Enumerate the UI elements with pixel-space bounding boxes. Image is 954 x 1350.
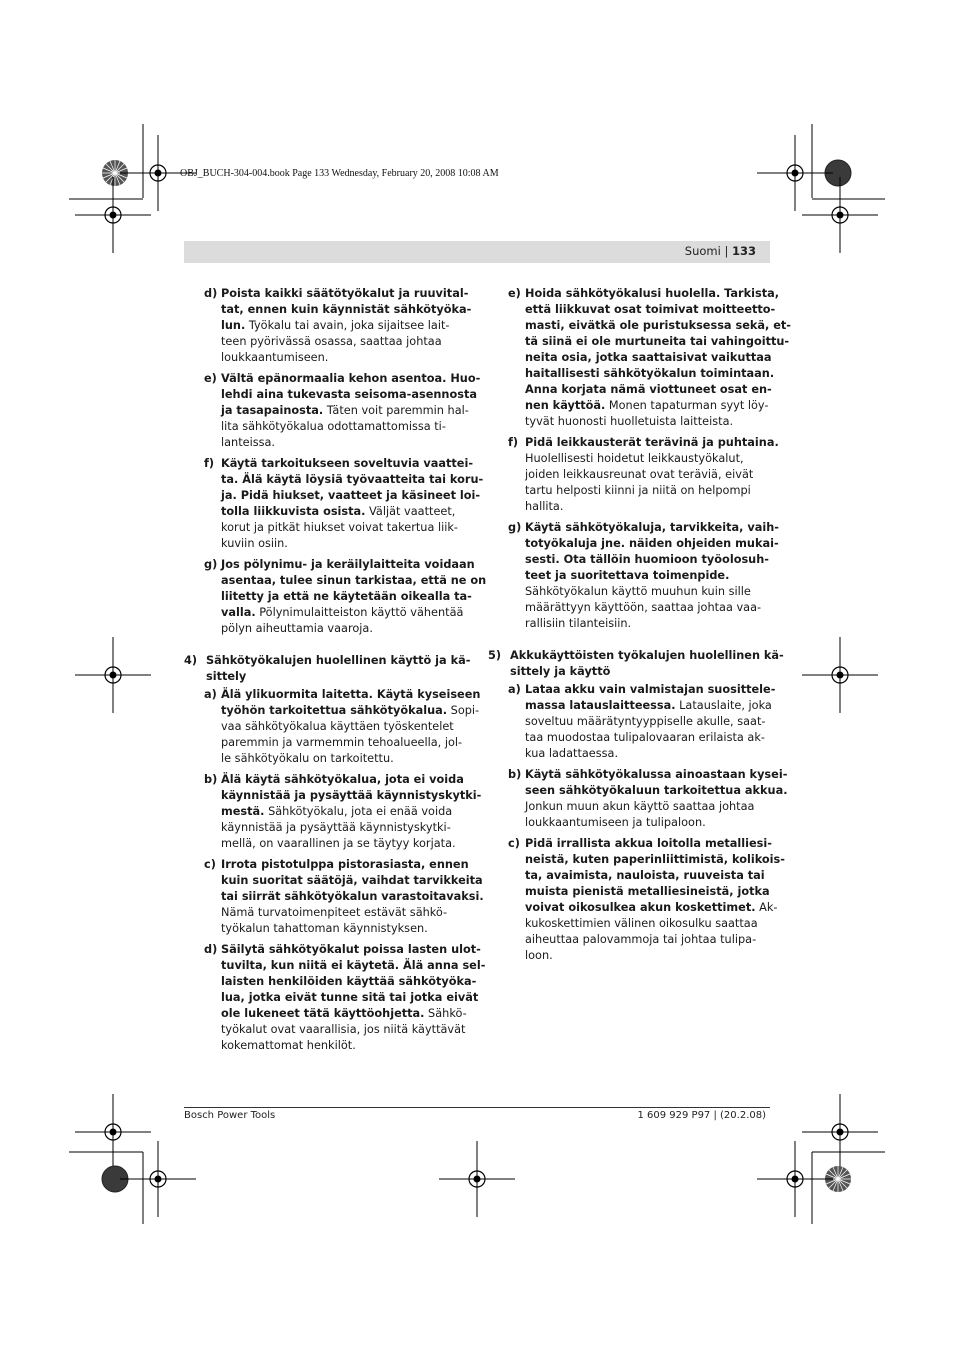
regular-text: työkalut ovat vaarallisia, jos niitä käyttävät [221, 1023, 466, 1036]
regular-text: joiden leikkausreunat ovat teräviä, eivät [525, 468, 754, 481]
bold-text: asentaa, tulee sinun tarkistaa, että ne on [221, 574, 487, 587]
bold-text: mestä. [221, 805, 265, 818]
text-line [525, 868, 774, 884]
regular-text: lanteissa. [221, 436, 276, 449]
bold-text: Pidä irrallista akkua loitolla metalliesi- [525, 837, 772, 850]
regular-text: Jonkun muun akun käyttö saattaa johtaa [525, 800, 755, 813]
item-label: a) [204, 688, 217, 701]
bold-text: Käytä sähkötyökalussa ainoastaan kysei- [525, 768, 788, 781]
bold-text: Hoida sähkötyökalusi huolella. Tarkista, [525, 287, 780, 300]
bold-text: ole lukeneet tätä käyttöohjetta. [221, 1007, 425, 1020]
text-line [221, 1006, 474, 1022]
list-item [184, 286, 474, 366]
header-text [685, 244, 756, 258]
regular-text: vaa sähkötyökalua käyttäen työskentelet [221, 720, 454, 733]
bold-text: tai siirrät sähkötyökalun varastoitavaksi. [221, 890, 484, 903]
regular-text: Työkalu tai avain, joka sijaitsee lait- [245, 319, 450, 332]
text-line [221, 488, 481, 504]
list-item [184, 371, 481, 451]
bold-text: ta, avaimista, nauloista, ruuveista tai [525, 869, 765, 882]
list-item [184, 942, 486, 1054]
text-line [221, 1038, 474, 1054]
section-number: 5) [488, 649, 502, 662]
regular-text: teen pyörivässä osassa, saattaa johtaa [221, 335, 442, 348]
bold-text: Irrota pistotulppa pistorasiasta, ennen [221, 858, 469, 871]
text-line [525, 414, 774, 430]
bold-text: Älä ylikuormita laitetta. Käytä kyseiseen [221, 688, 481, 701]
text-line [221, 735, 474, 751]
regular-text: kua ladattaessa. [525, 747, 619, 760]
list-item [488, 435, 779, 515]
item-label: e) [204, 372, 217, 385]
item-label: f) [204, 457, 215, 470]
text-line [221, 772, 474, 788]
text-line [525, 318, 791, 334]
text-line [525, 884, 774, 900]
bold-text: lehdi aina tukevasta seisoma-asennosta [221, 388, 477, 401]
section-title-line: sittely ja käyttö [510, 665, 611, 678]
text-line [525, 836, 774, 852]
regular-text: soveltuu määrätyntyyppiselle akulle, saat- [525, 715, 766, 728]
bold-text: laisten henkilöiden käyttää sähkötyöka- [221, 975, 477, 988]
bold-text: nen käyttöä. [525, 399, 606, 412]
text-line [221, 820, 474, 836]
regular-text: Huolellisesti hoidetut leikkaustyökalut, [525, 452, 744, 465]
registration-crosshair-icon [75, 637, 151, 713]
text-line [525, 366, 774, 382]
section-title-line: Akkukäyttöisten työkalujen huolellinen kä- [510, 649, 784, 662]
list-item [184, 772, 482, 852]
text-line [221, 387, 477, 403]
section-title-line: Sähkötyökalujen huolellinen käyttö ja kä- [206, 654, 471, 667]
regular-text: pölyn aiheuttamia vaaroja. [221, 622, 373, 635]
bold-text: tolla liikkuvista osista. [221, 505, 366, 518]
list-item [488, 682, 774, 762]
regular-text: työkalun tahattoman käynnistyksen. [221, 922, 428, 935]
regular-text: kuviin osiin. [221, 537, 288, 550]
item-label: b) [204, 773, 218, 786]
section-title-line: sittely [206, 670, 247, 683]
text-line [221, 302, 474, 318]
bold-text: Poista kaikki säätötyökalut ja ruuvital- [221, 287, 469, 300]
text-line [221, 703, 480, 719]
item-label: b) [508, 768, 522, 781]
list-item [184, 557, 487, 637]
text-line [221, 504, 474, 520]
text-line [525, 520, 779, 536]
text-line [221, 942, 481, 958]
text-line [525, 714, 774, 730]
text-line [525, 350, 774, 366]
item-label: d) [204, 943, 218, 956]
text-line [221, 557, 474, 573]
text-line [221, 621, 474, 637]
bold-text: ja tasapainosta. [221, 404, 324, 417]
text-line [525, 451, 774, 467]
registration-crosshair-icon [75, 1094, 151, 1170]
spacer [488, 637, 774, 648]
footer-doc-number: 1 609 929 P97 | (20.2.08) [637, 1110, 766, 1121]
regular-text: paremmin ja varmemmin tehoalueella, jol- [221, 736, 463, 749]
regular-text: Pölynimulaitteiston käyttö vähentää [255, 606, 464, 619]
bold-text: Älä käytä sähkötyökalua, jota ei voida [221, 773, 464, 786]
regular-text: käynnistää ja pysäyttää käynnistyskytki- [221, 821, 451, 834]
text-line [221, 589, 474, 605]
text-line [525, 435, 779, 451]
bold-text: valla. [221, 606, 256, 619]
bold-text: voivat oikosulkea akun koskettimet. [525, 901, 756, 914]
text-line [221, 974, 477, 990]
regular-text: määrättyyn käyttöön, saattaa johtaa vaa- [525, 601, 762, 614]
text-line [525, 746, 774, 762]
list-item [184, 687, 481, 767]
regular-text: Sähkötyökalun käyttö muuhun kuin sille [525, 585, 751, 598]
bold-text: neistä, kuten paperinliittimistä, kolikois- [525, 853, 785, 866]
bold-text: neita osia, jotka saattaisivat vaikuttaa [525, 351, 772, 364]
text-line [221, 788, 482, 804]
text-line [221, 403, 474, 419]
right-column [488, 286, 791, 969]
item-label: d) [204, 287, 218, 300]
footer-rule [184, 1107, 770, 1108]
bold-text: Käytä tarkoitukseen soveltuvia vaattei- [221, 457, 474, 470]
text-line [525, 767, 788, 783]
text-line [525, 852, 785, 868]
text-line [221, 334, 474, 350]
print-info: OBJ_BUCH-304-004.book Page 133 Wednesday, February 20, 2008 10:08 AM [180, 168, 499, 179]
text-line [525, 398, 774, 414]
text-line [525, 536, 779, 552]
registration-crosshair-icon [75, 177, 151, 253]
bold-text: tä siinä ei ole murtuneita tai vahingoittu- [525, 335, 790, 348]
text-line [525, 600, 774, 616]
bold-text: Anna korjata nämä viottuneet osat en- [525, 383, 772, 396]
bold-text: haitallisesti sähkötyökalun toimintaan. [525, 367, 775, 380]
list-item [184, 857, 484, 937]
regular-text: Latauslaite, joka [675, 699, 772, 712]
bold-text: Lataa akku vain valmistajan suosittele- [525, 683, 776, 696]
text-line [221, 605, 474, 621]
item-label: g) [204, 558, 218, 571]
bold-text: sesti. Ota tällöin huomioon työolosuh- [525, 553, 769, 566]
list-item [488, 286, 791, 430]
header-separator: | [720, 244, 732, 258]
regular-text: hallita. [525, 500, 564, 513]
item-label: c) [204, 858, 216, 871]
registration-crosshair-icon [802, 637, 878, 713]
text-line [221, 435, 474, 451]
regular-text: Sähkö- [424, 1007, 467, 1020]
text-line [525, 815, 774, 831]
text-line [525, 730, 774, 746]
text-line [221, 804, 474, 820]
text-line [525, 698, 774, 714]
item-label: f) [508, 436, 519, 449]
text-line [525, 483, 774, 499]
text-line [221, 687, 481, 703]
regular-text: le sähkötyökalu on tarkoitettu. [221, 752, 394, 765]
text-line [525, 682, 774, 698]
regular-text: tyvät huonosti huolletuista laitteista. [525, 415, 734, 428]
left-column [184, 286, 487, 1059]
regular-text: lita sähkötyökalua odottamattomissa ti- [221, 420, 446, 433]
text-line [525, 286, 780, 302]
bold-text: masti, eivätkä ole puristuksessa sekä, et- [525, 319, 791, 332]
bold-text: käynnistää ja pysäyttää käynnistyskytki- [221, 789, 482, 802]
text-line [221, 719, 474, 735]
text-line [221, 573, 487, 589]
text-line [525, 467, 774, 483]
regular-text: kukoskettimien välinen oikosulku saattaa [525, 917, 758, 930]
bold-text: ta. Älä käytä löysiä työvaatteita tai koru- [221, 473, 484, 486]
text-line [221, 751, 474, 767]
item-label: a) [508, 683, 521, 696]
item-label: e) [508, 287, 521, 300]
regular-text: kokemattomat henkilöt. [221, 1039, 356, 1052]
text-line [221, 905, 474, 921]
bold-text: Jos pölynimu- ja keräilylaitteita voidaan [221, 558, 475, 571]
text-line [525, 552, 774, 568]
text-line [221, 350, 474, 366]
text-line [525, 499, 774, 515]
section-number: 4) [184, 654, 198, 667]
registration-crosshair-icon [439, 1141, 515, 1217]
spacer [184, 642, 474, 653]
text-line [525, 568, 774, 584]
text-line [525, 932, 774, 948]
text-line [525, 302, 774, 318]
item-label: c) [508, 837, 520, 850]
text-line [525, 334, 790, 350]
regular-text: korut ja pitkät hiukset voivat takertua liik- [221, 521, 458, 534]
registration-crosshair-icon [757, 135, 833, 211]
text-line [525, 616, 774, 632]
text-line [221, 419, 474, 435]
bold-text: tuvilta, kun niitä ei käytetä. Älä anna sel- [221, 959, 486, 972]
text-line [221, 286, 474, 302]
text-line [221, 536, 474, 552]
text-line [221, 520, 474, 536]
text-line [525, 900, 778, 916]
section-5 [488, 648, 784, 680]
registration-crosshair-icon [802, 177, 878, 253]
footer-brand: Bosch Power Tools [184, 1110, 276, 1121]
text-line [221, 318, 474, 334]
regular-text: Täten voit paremmin hal- [323, 404, 469, 417]
bold-text: ja. Pidä hiukset, vaatteet ja käsineet loi- [221, 489, 481, 502]
list-item [488, 836, 785, 964]
regular-text: loukkaantumiseen ja tulipaloon. [525, 816, 706, 829]
bold-text: teet ja suoritettava toimenpide. [525, 569, 730, 582]
text-line [221, 873, 483, 889]
bold-text: että liikkuvat osat toimivat moitteetto- [525, 303, 776, 316]
bold-text: kuin suoritat säätöjä, vaihdat tarvikkeita [221, 874, 483, 887]
list-item [488, 767, 788, 831]
bold-text: totyökaluja jne. näiden ohjeiden mukai- [525, 537, 779, 550]
bold-text: tat, ennen kuin käynnistät sähkötyöka- [221, 303, 472, 316]
text-line [221, 371, 481, 387]
regular-text: Sähkötyökalu, jota ei enää voida [264, 805, 453, 818]
regular-text: rallisiin tilanteisiin. [525, 617, 632, 630]
regular-text: taa muodostaa tulipalovaaran erilaista ak- [525, 731, 765, 744]
regular-text: Sopi- [447, 704, 480, 717]
bold-text: Vältä epänormaalia kehon asentoa. Huo- [221, 372, 481, 385]
text-line [221, 990, 479, 1006]
bold-text: työhön tarkoitettua sähkötyökalua. [221, 704, 448, 717]
regular-text: loukkaantumiseen. [221, 351, 329, 364]
bold-text: seen sähkötyökaluun tarkoitettua akkua. [525, 784, 788, 797]
text-line [525, 948, 774, 964]
bold-text: lua, jotka eivät tunne sitä tai jotka eivät [221, 991, 479, 1004]
regular-text: Monen tapaturman syyt löy- [605, 399, 769, 412]
bold-text: Käytä sähkötyökaluja, tarvikkeita, vaih- [525, 521, 779, 534]
text-line [525, 916, 774, 932]
list-item [488, 520, 779, 632]
text-line [221, 456, 474, 472]
text-line [221, 836, 474, 852]
regular-text: Ak- [755, 901, 778, 914]
regular-text: Nämä turvatoimenpiteet estävät sähkö- [221, 906, 448, 919]
text-line [221, 889, 484, 905]
text-line [525, 783, 788, 799]
bold-text: Säilytä sähkötyökalut poissa lasten ulot- [221, 943, 481, 956]
regular-text: tartu helposti kiinni ja niitä on helpompi [525, 484, 751, 497]
regular-text: mellä, on vaarallinen ja se täytyy korjata. [221, 837, 456, 850]
text-line [221, 857, 474, 873]
list-item [184, 456, 484, 552]
bold-text: lun. [221, 319, 246, 332]
bold-text: liitetty ja että ne käytetään oikealla ta- [221, 590, 472, 603]
text-line [525, 799, 774, 815]
header-language: Suomi [684, 244, 721, 258]
text-line [525, 382, 774, 398]
bold-text: muista pienistä metalliesineistä, jotka [525, 885, 770, 898]
registration-crosshair-icon [802, 1094, 878, 1170]
page-number: 133 [731, 244, 756, 258]
page-header [184, 241, 770, 263]
text-line [221, 921, 474, 937]
regular-text: loon. [525, 949, 553, 962]
bold-text: Pidä leikkausterät terävinä ja puhtaina. [525, 436, 779, 449]
bold-text: massa latauslaitteessa. [525, 699, 676, 712]
regular-text: Väljät vaatteet, [365, 505, 456, 518]
text-line [221, 472, 484, 488]
text-line [221, 958, 486, 974]
text-line [525, 584, 774, 600]
item-label: g) [508, 521, 522, 534]
text-line [221, 1022, 474, 1038]
regular-text: aiheuttaa palovammoja tai johtaa tulipa- [525, 933, 757, 946]
section-4 [184, 653, 474, 685]
